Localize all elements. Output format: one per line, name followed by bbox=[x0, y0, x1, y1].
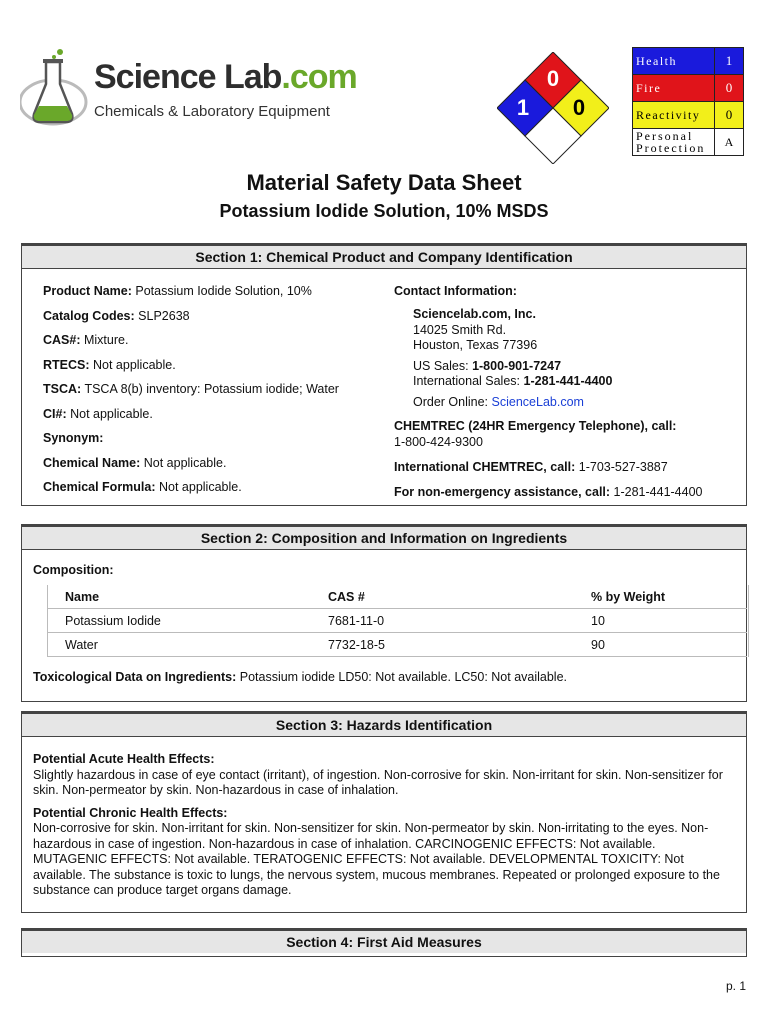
page-number: p. 1 bbox=[725, 979, 746, 993]
intl-chemtrec: International CHEMTREC, call: 1-703-527-3887 bbox=[394, 460, 668, 474]
chemtrec-number: 1-800-424-9300 bbox=[394, 434, 483, 449]
product-name-row: Product Name: Potassium Iodide Solution, 10% bbox=[43, 284, 312, 298]
synonym-row: Synonym: bbox=[43, 431, 104, 445]
section-2 bbox=[21, 524, 747, 702]
nfpa-fire-value: 0 bbox=[546, 66, 560, 91]
ingredient-weight: 90 bbox=[573, 633, 747, 657]
section-4 bbox=[21, 928, 747, 957]
chronic-effects: Potential Chronic Health Effects: Non-corrosive for skin. Non-irritant for skin. Non-sensitizer for skin. Non-permeator by skin. Non-irritating to the eyes. Non-hazardous in case of ingestion. Non-hazardous in case of inhalation. CARCINOGENIC EFFECTS: Not available. MUTAGENIC EFFECTS: Not available. TERATOGENIC EFFECTS: Not available. DEVELOPMENTAL TOXICITY: Not available. The substance is toxic to lungs, the nervous system, mucous membranes. Repeated or prolonged exposure to the substance can produce target organs damage. bbox=[33, 805, 720, 897]
company-street: 14025 Smith Rd. bbox=[413, 322, 507, 337]
us-sales: US Sales: 1-800-901-7247 bbox=[413, 358, 562, 373]
ci-row: CI#: Not applicable. bbox=[43, 406, 153, 421]
section-4-heading: Section 4: First Aid Measures bbox=[22, 931, 746, 953]
chemtrec-label: CHEMTREC (24HR Emergency Telephone), call: bbox=[394, 419, 677, 433]
document-subtitle: Potassium Iodide Solution, 10% MSDS bbox=[219, 201, 549, 221]
hazards-body bbox=[33, 752, 733, 906]
product-info-list bbox=[43, 284, 339, 505]
hmis-fire-value: 0 bbox=[715, 75, 744, 102]
tsca-row: TSCA: TSCA 8(b) inventory: Potassium iodide; Water bbox=[43, 382, 339, 396]
hmis-reactivity-value: 0 bbox=[715, 102, 744, 129]
acute-effects: Potential Acute Health Effects: Slightly hazardous in case of eye contact (irritant), of ingestion. Non-corrosive for skin. Non-irritant for skin. Non-sensitizer for skin. Non-permeator by skin. Non-hazardous in case of inhalation. bbox=[33, 752, 723, 797]
cas-row: CAS#: Mixture. bbox=[43, 333, 129, 347]
logo-tagline: Chemicals & Laboratory Equipment bbox=[94, 103, 330, 120]
order-online-link[interactable]: ScienceLab.com bbox=[491, 394, 584, 409]
ingredient-cas: 7681-11-0 bbox=[310, 609, 573, 633]
ingredient-cas: 7732-18-5 bbox=[310, 633, 573, 657]
hmis-fire-label: Fire bbox=[633, 75, 715, 102]
contact-information bbox=[394, 284, 734, 500]
logo-wordmark: Science Lab.com bbox=[94, 58, 357, 96]
hmis-rating-table bbox=[632, 47, 744, 156]
nfpa-reactivity-value: 0 bbox=[572, 95, 586, 120]
hmis-fire-row bbox=[633, 75, 744, 102]
section-3-heading: Section 3: Hazards Identification bbox=[22, 714, 746, 737]
hmis-protection-label: Personal Protection bbox=[633, 129, 715, 156]
hmis-reactivity-row bbox=[633, 102, 744, 129]
catalog-codes-row: Catalog Codes: SLP2638 bbox=[43, 308, 190, 323]
column-header-weight: % by Weight bbox=[591, 589, 666, 604]
chemical-formula-row: Chemical Formula: Not applicable. bbox=[43, 480, 242, 494]
ingredient-name: Potassium Iodide bbox=[47, 609, 310, 633]
composition-label: Composition: bbox=[33, 563, 114, 577]
hmis-protection-row bbox=[633, 129, 744, 156]
table-row bbox=[47, 633, 747, 657]
non-emergency: For non-emergency assistance, call: 1-281-441-4400 bbox=[394, 484, 703, 499]
hmis-health-value: 1 bbox=[715, 48, 744, 75]
section-3 bbox=[21, 711, 747, 913]
rtecs-row: RTECS: Not applicable. bbox=[43, 357, 176, 372]
chemical-name-row: Chemical Name: Not applicable. bbox=[43, 455, 227, 470]
intl-sales: International Sales: 1-281-441-4400 bbox=[413, 374, 613, 388]
ingredient-name: Water bbox=[47, 633, 310, 657]
table-row bbox=[47, 609, 747, 633]
document-title: Material Safety Data Sheet bbox=[246, 170, 522, 195]
hmis-protection-value: A bbox=[715, 129, 744, 156]
company-name: Sciencelab.com, Inc. bbox=[413, 307, 536, 321]
hmis-health-label: Health bbox=[633, 48, 715, 75]
nfpa-diamond bbox=[497, 52, 609, 164]
composition-table bbox=[47, 585, 747, 657]
table-header-row bbox=[47, 585, 747, 609]
flask-icon bbox=[20, 44, 90, 134]
contact-label: Contact Information: bbox=[394, 284, 517, 298]
hmis-health-row bbox=[633, 48, 744, 75]
nfpa-health-value: 1 bbox=[516, 95, 530, 120]
column-header-name: Name bbox=[65, 589, 100, 604]
hmis-reactivity-label: Reactivity bbox=[633, 102, 715, 129]
ingredient-weight: 10 bbox=[573, 609, 747, 633]
order-online: Order Online: ScienceLab.com bbox=[413, 394, 584, 409]
column-header-cas: CAS # bbox=[328, 589, 365, 604]
section-1 bbox=[21, 243, 747, 506]
toxicological-data: Toxicological Data on Ingredients: Potassium iodide LD50: Not available. LC50: Not available. bbox=[33, 670, 568, 684]
section-2-heading: Section 2: Composition and Information on Ingredients bbox=[22, 527, 746, 550]
section-1-heading: Section 1: Chemical Product and Company Identification bbox=[22, 246, 746, 269]
company-city: Houston, Texas 77396 bbox=[413, 338, 538, 352]
